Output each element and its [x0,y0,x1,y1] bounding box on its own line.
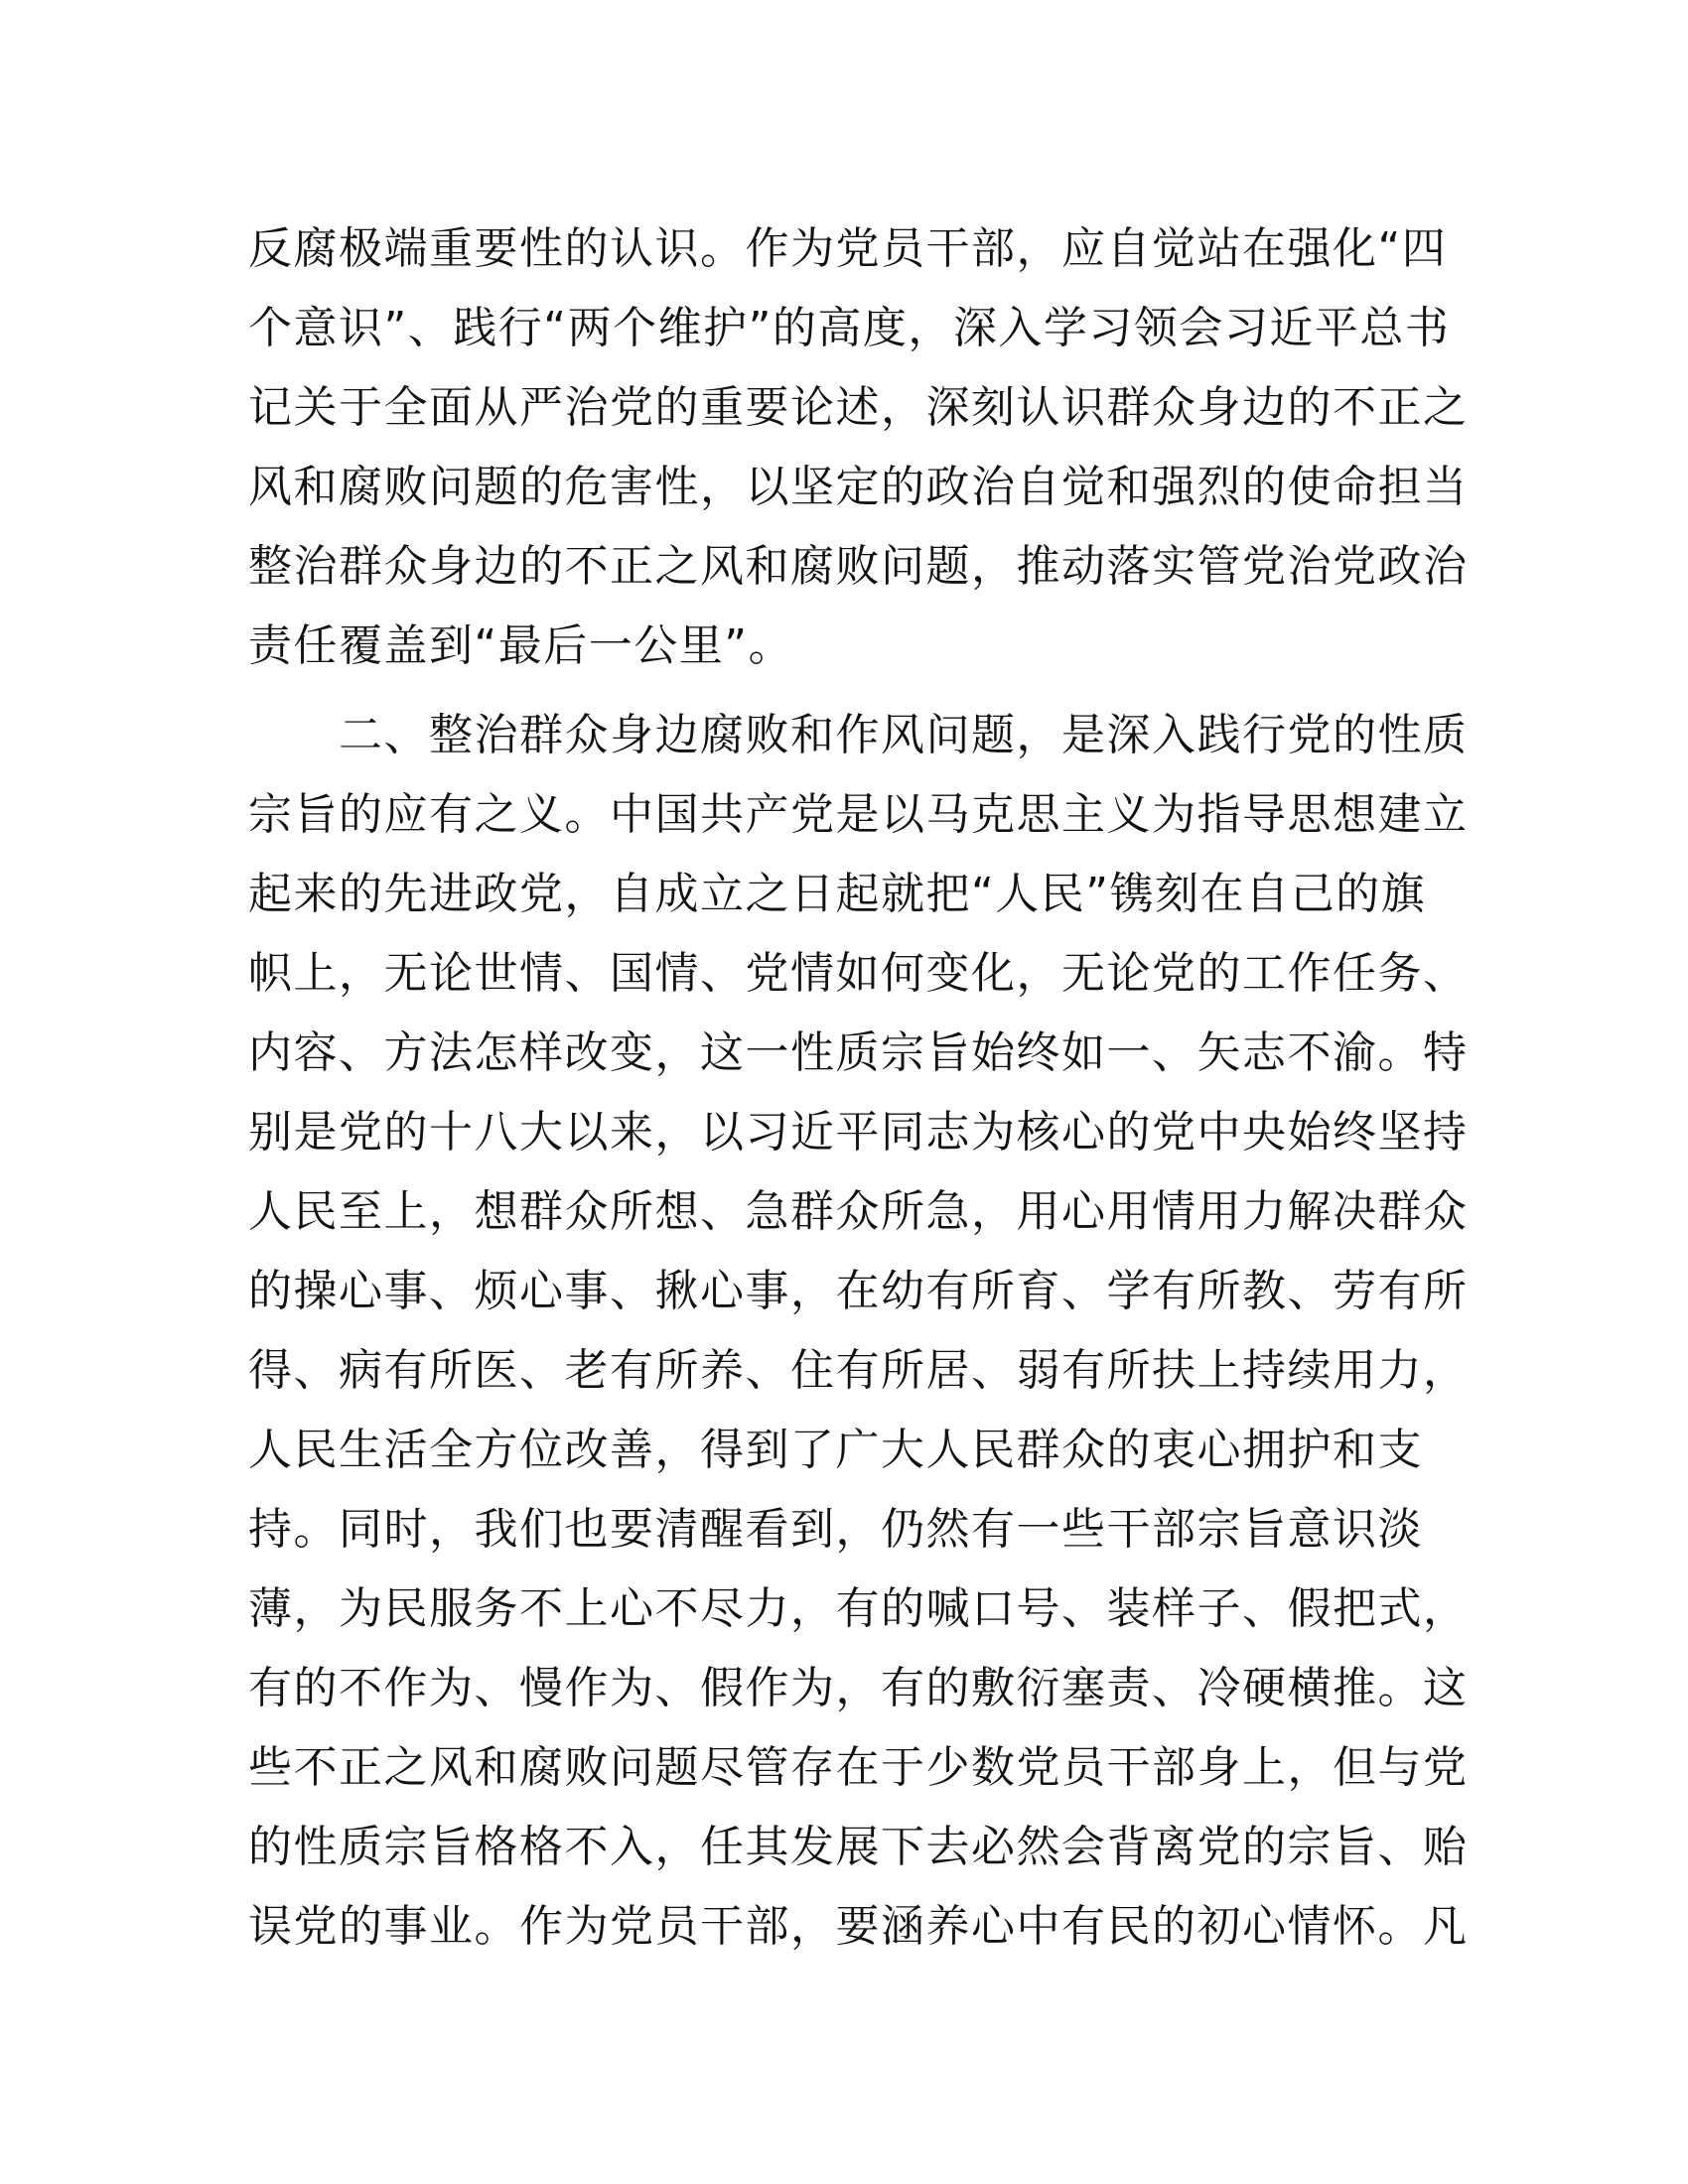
paragraph-line: 起来的先进政党，自成立之日起就把“人民”镌刻在自己的旗 [248,869,1427,919]
paragraph-1 [248,209,1469,686]
paragraph-line: 整治群众身边的不正之风和腐败问题，推动落实管党治党政治 [248,541,1469,592]
paragraph-line: 持。同时，我们也要清醒看到，仍然有一些干部宗旨意识淡 [248,1504,1423,1555]
paragraph-line: 帜上，无论世情、国情、党情如何变化，无论党的工作任务、 [248,948,1469,999]
paragraph-line: 别是党的十八大以来，以习近平同志为核心的党中央始终坚持 [248,1107,1469,1158]
paragraph-line: 误党的事业。作为党员干部，要涵养心中有民的初心情怀。凡 [248,1901,1469,1952]
paragraph-line: 薄，为民服务不上心不尽力，有的喊口号、装样子、假把式， [248,1583,1469,1634]
paragraph-line: 些不正之风和腐败问题尽管存在于少数党员干部身上，但与党 [248,1742,1469,1793]
paragraph-line: 有的不作为、慢作为、假作为，有的敷衍塞责、冷硬横推。这 [248,1663,1469,1713]
paragraph-line: 记关于全面从严治党的重要论述，深刻认识群众身边的不正之 [248,382,1469,433]
paragraph-line: 人民至上，想群众所想、急群众所急，用心用情用力解决群众 [248,1186,1469,1237]
paragraph-line: 宗旨的应有之义。中国共产党是以马克思主义为指导思想建立 [248,789,1469,840]
paragraph-line: 反腐极端重要性的认识。作为党员干部，应自觉站在强化“四 [248,223,1448,274]
paragraph-line: 内容、方法怎样改变，这一性质宗旨始终如一、矢志不渝。特 [248,1027,1469,1078]
paragraph-line: 的操心事、烦心事、揪心事，在幼有所育、学有所教、劳有所 [248,1266,1469,1316]
paragraph-line: 人民生活全方位改善，得到了广大人民群众的衷心拥护和支 [248,1425,1423,1475]
paragraph-line: 二、整治群众身边腐败和作风问题，是深入践行党的性质 [248,710,1469,760]
paragraph-2 [248,696,1469,1967]
paragraph-line: 个意识”、践行“两个维护”的高度，深入学习领会习近平总书 [248,303,1451,353]
paragraph-line: 责任覆盖到“最后一公里”。 [248,620,794,671]
paragraph-line: 得、病有所医、老有所养、住有所居、弱有所扶上持续用力， [248,1345,1469,1396]
paragraph-line: 的性质宗旨格格不入，任其发展下去必然会背离党的宗旨、贻 [248,1822,1469,1872]
paragraph-line: 风和腐败问题的危害性，以坚定的政治自觉和强烈的使命担当 [248,462,1469,512]
